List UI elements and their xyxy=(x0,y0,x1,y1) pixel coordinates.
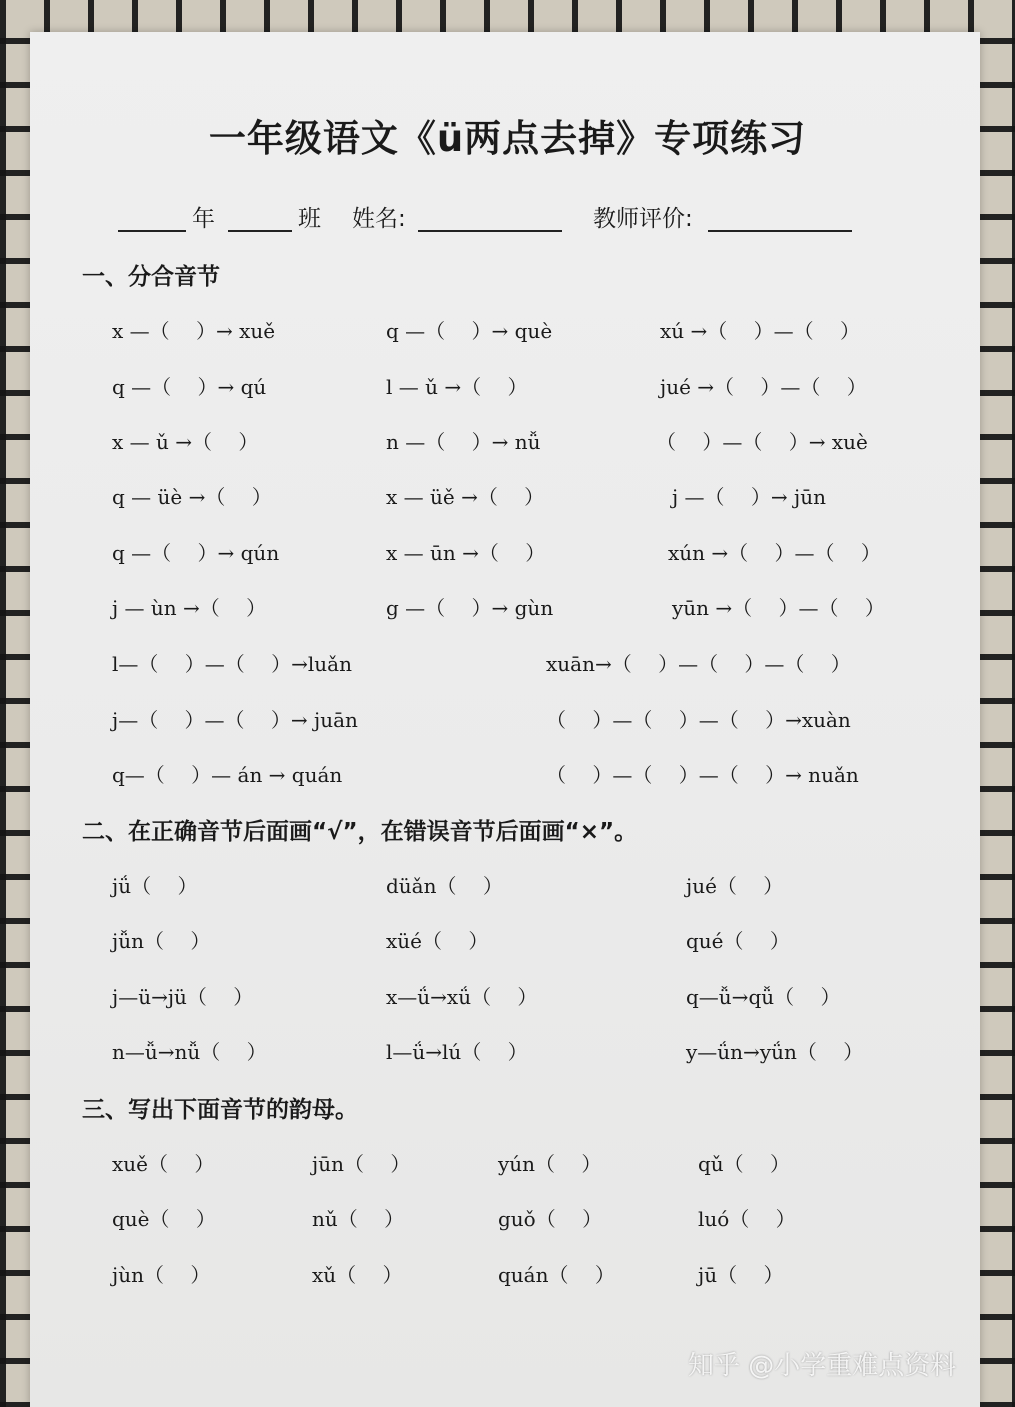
s2-item: q—ǚ→qǚ（ ） xyxy=(686,985,841,1009)
s2-item: jǚn（ ） xyxy=(112,929,211,953)
class-blank[interactable] xyxy=(228,230,292,232)
s1-item: xún →（ ）—（ ） xyxy=(668,541,881,565)
s1-item: x —（ ）→ xuě xyxy=(112,319,276,343)
s1-item: g —（ ）→ gùn xyxy=(386,596,554,620)
s3-item: quán（ ） xyxy=(498,1263,615,1287)
s1-item: xú →（ ）—（ ） xyxy=(660,319,860,343)
s2-item: qué（ ） xyxy=(686,929,790,953)
s1-item: x — üě →（ ） xyxy=(386,485,545,509)
s2-item: xüé（ ） xyxy=(386,929,489,953)
s2-item: y—ǘn→yǘn（ ） xyxy=(686,1040,864,1064)
student-info-line xyxy=(88,200,868,234)
s1-item: q — üè →（ ） xyxy=(112,485,272,509)
class-label: 班 xyxy=(298,206,321,232)
s1-item: q —（ ）→ què xyxy=(386,319,553,343)
s2-item: jué（ ） xyxy=(686,874,784,898)
s1-item: jué →（ ）—（ ） xyxy=(660,375,867,399)
s1-item: q —（ ）→ qún xyxy=(112,541,280,565)
s3-item: yún（ ） xyxy=(498,1152,602,1176)
s1-item: l — ǔ →（ ） xyxy=(386,375,528,399)
s1-item: j — ùn →（ ） xyxy=(112,596,267,620)
s3-item: jùn（ ） xyxy=(112,1263,211,1287)
s2-item: jǘ（ ） xyxy=(112,874,198,898)
teacher-eval-label: 教师评价: xyxy=(593,206,693,232)
s2-item: l—ǘ→lú（ ） xyxy=(386,1040,528,1064)
s3-item: jūn（ ） xyxy=(312,1152,411,1176)
s1-item: （ ）—（ ）→ xuè xyxy=(656,430,868,454)
s3-item: xǔ（ ） xyxy=(312,1263,403,1287)
worksheet-title: 一年级语文《ü两点去掉》专项练习 xyxy=(208,117,807,160)
s1-item: （ ）—（ ）—（ ）→ nuǎn xyxy=(546,763,859,787)
s3-item: què（ ） xyxy=(112,1207,216,1231)
s3-item: guǒ（ ） xyxy=(498,1207,603,1231)
grade-label: 年 xyxy=(192,206,215,232)
grade-blank[interactable] xyxy=(118,230,186,232)
s1-item: l—（ ）—（ ）→luǎn xyxy=(112,652,352,676)
s2-item: j—ü→jü（ ） xyxy=(112,985,254,1009)
name-label: 姓名: xyxy=(352,206,406,232)
s1-item: （ ）—（ ）—（ ）→xuàn xyxy=(546,708,851,732)
s1-item: n —（ ）→ nǚ xyxy=(386,430,541,454)
s3-item: xuě（ ） xyxy=(112,1152,215,1176)
s1-item: q —（ ）→ qú xyxy=(112,375,267,399)
s1-item: q—（ ）— án → quán xyxy=(112,763,343,787)
s2-item: x—ǘ→xǘ（ ） xyxy=(386,985,538,1009)
section2-title: 二、在正确音节后面画“√”，在错误音节后面画“×”。 xyxy=(82,819,638,845)
s1-item: x — ǔ →（ ） xyxy=(112,430,259,454)
s3-item: nǔ（ ） xyxy=(312,1207,405,1231)
section1-title: 一、分合音节 xyxy=(82,264,220,290)
s1-item: j—（ ）—（ ）→ juān xyxy=(112,708,358,732)
section3-title: 三、写出下面音节的韵母。 xyxy=(82,1097,358,1123)
s2-item: n—ǚ→nǚ（ ） xyxy=(112,1040,267,1064)
s1-item: x — ūn →（ ） xyxy=(386,541,546,565)
s1-item: yūn →（ ）—（ ） xyxy=(672,596,885,620)
s1-item: j —（ ）→ jūn xyxy=(672,485,826,509)
s3-item: luó（ ） xyxy=(698,1207,796,1231)
s3-item: jū（ ） xyxy=(698,1263,784,1287)
teacher-eval-blank[interactable] xyxy=(708,230,852,232)
s1-item: xuān→（ ）—（ ）—（ ） xyxy=(546,652,851,676)
s3-item: qǔ（ ） xyxy=(698,1152,791,1176)
watermark: 知乎 @小学重难点资料 xyxy=(688,1351,957,1381)
s2-item: düǎn（ ） xyxy=(386,874,503,898)
name-blank[interactable] xyxy=(418,230,562,232)
